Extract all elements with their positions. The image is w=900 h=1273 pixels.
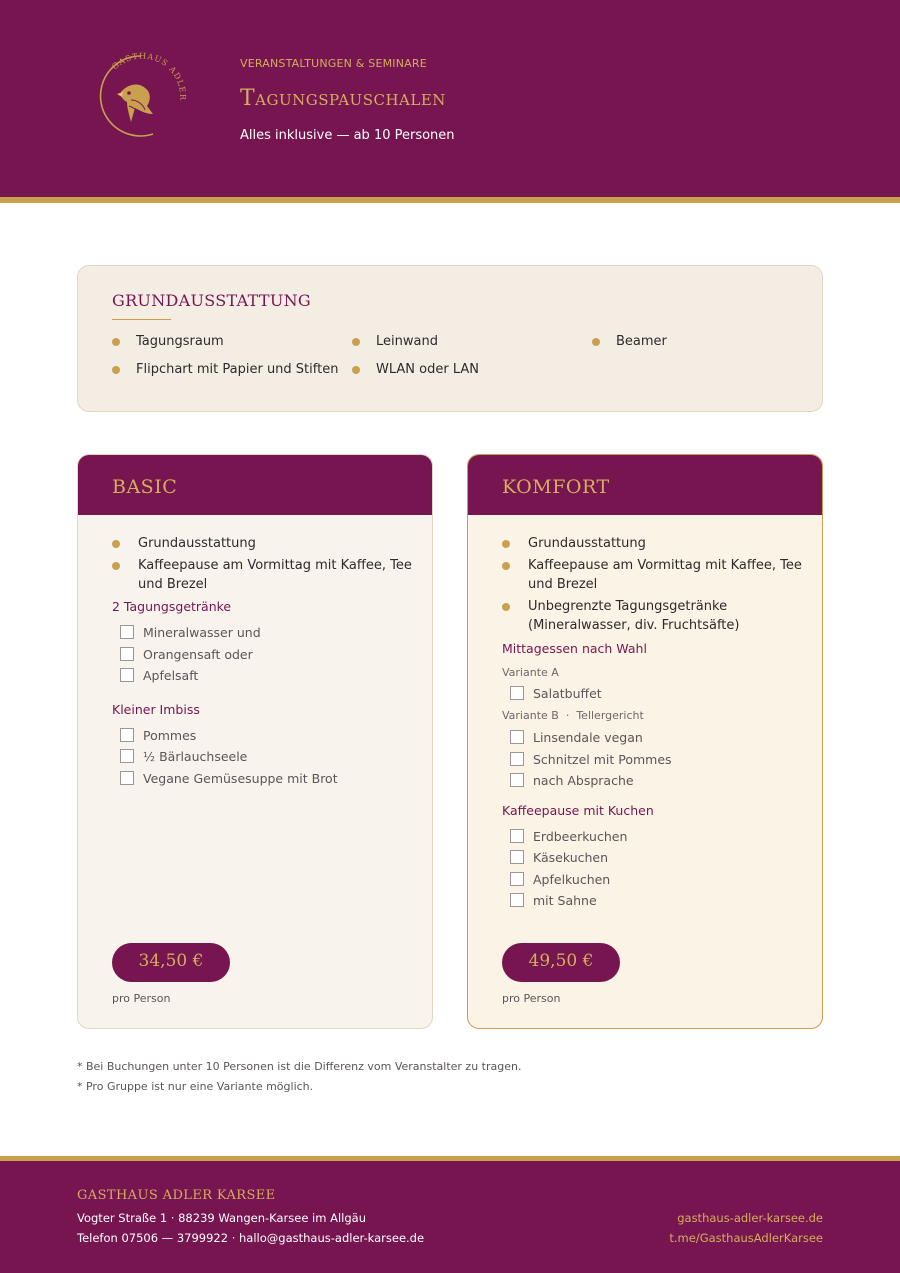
price-value: 49,50 €: [528, 951, 594, 971]
checkbox[interactable]: [510, 752, 524, 766]
card-header: [468, 455, 822, 515]
feature-item: Grundausstattung: [138, 536, 256, 551]
option-row[interactable]: [510, 773, 634, 789]
equipment-item: Beamer: [616, 334, 667, 349]
equipment-item: Flipchart mit Papier und Stiften: [136, 362, 339, 377]
page-title: Tagungspauschalen: [240, 86, 446, 111]
price-badge: [112, 943, 230, 982]
website-link[interactable]: gasthaus-adler-karsee.de: [677, 1211, 823, 1225]
option-label: Vegane Gemüsesuppe mit Brot: [143, 771, 338, 786]
section-heading: Kleiner Imbiss: [112, 702, 200, 717]
checkbox[interactable]: [120, 771, 134, 785]
variant-label: Variante A: [502, 666, 559, 679]
option-row[interactable]: [120, 771, 338, 787]
bullet-icon: [112, 366, 120, 374]
option-label: Mineralwasser und: [143, 625, 261, 640]
option-label: Apfelsaft: [143, 668, 199, 683]
price-unit: pro Person: [502, 992, 561, 1005]
option-row[interactable]: [120, 749, 247, 765]
option-row[interactable]: [510, 752, 672, 768]
checkbox[interactable]: [510, 686, 524, 700]
option-label: Salatbuffet: [533, 686, 602, 701]
price-value: 34,50 €: [138, 951, 204, 971]
basic-equipment-title: GRUNDAUSSTATTUNG: [112, 291, 312, 310]
option-label: Orangensaft oder: [143, 647, 253, 662]
equipment-item: Tagungsraum: [136, 334, 224, 349]
option-label: mit Sahne: [533, 893, 597, 908]
feature-item: Kaffeepause am Vormittag mit Kaffee, Tee und Brezel: [528, 558, 802, 592]
footer-contact[interactable]: Telefon 07506 — 3799922 · hallo@gasthaus-adler-karsee.de: [77, 1231, 425, 1245]
option-row[interactable]: [510, 730, 643, 746]
section-heading: Mittagessen nach Wahl: [502, 641, 647, 656]
option-row[interactable]: [510, 829, 627, 845]
feature-item: Grundausstattung: [528, 536, 646, 551]
basic-equipment-box: [77, 265, 823, 412]
option-row[interactable]: [510, 850, 608, 866]
header-gold-stripe: [0, 197, 900, 203]
option-label: Apfelkuchen: [533, 872, 611, 887]
checkbox[interactable]: [120, 728, 134, 742]
logo-text: GASTHAUS ADLER: [110, 51, 188, 102]
variant-label: Variante B · Tellergericht: [502, 709, 644, 722]
feature-item: Kaffeepause am Vormittag mit Kaffee, Tee und Brezel: [138, 558, 412, 592]
option-label: nach Absprache: [533, 773, 634, 788]
bullet-icon: [352, 366, 360, 374]
option-label: Käsekuchen: [533, 850, 609, 865]
option-label: ½ Bärlauchseele: [143, 749, 248, 764]
bullet-icon: [502, 603, 510, 611]
option-row[interactable]: [120, 647, 253, 663]
price-badge: [502, 943, 620, 982]
header-kicker: VERANSTALTUNGEN & SEMINARE: [240, 57, 427, 70]
bullet-icon: [112, 540, 120, 548]
section-heading: 2 Tagungsgetränke: [112, 599, 232, 614]
option-row[interactable]: [510, 893, 597, 909]
checkbox[interactable]: [120, 625, 134, 639]
bullet-icon: [112, 338, 120, 346]
eagle-logo: [93, 48, 189, 144]
bullet-icon: [592, 338, 600, 346]
footer-business-name: GASTHAUS ADLER KARSEE: [77, 1188, 276, 1203]
checkbox[interactable]: [510, 872, 524, 886]
checkbox[interactable]: [120, 668, 134, 682]
option-row[interactable]: [510, 872, 610, 888]
section-heading: Kaffeepause mit Kuchen: [502, 803, 654, 818]
checkbox[interactable]: [510, 893, 524, 907]
header-banner: [0, 0, 900, 197]
page-subtitle: Alles inklusive — ab 10 Personen: [240, 128, 455, 143]
price-unit: pro Person: [112, 992, 171, 1005]
option-row[interactable]: [120, 668, 198, 684]
option-row[interactable]: [120, 728, 196, 744]
bullet-icon: [112, 562, 120, 570]
checkbox[interactable]: [510, 850, 524, 864]
footer: [0, 1161, 900, 1273]
equipment-item: WLAN oder LAN: [376, 362, 479, 377]
equipment-item: Leinwand: [376, 334, 438, 349]
option-label: Linsendale vegan: [533, 730, 643, 745]
checkbox[interactable]: [510, 773, 524, 787]
card-header: [78, 455, 432, 515]
title-underline: [112, 319, 171, 320]
telegram-link[interactable]: t.me/GasthausAdlerKarsee: [669, 1231, 823, 1245]
feature-item: Unbegrenzte Tagungsgetränke (Mineralwasser, div. Fruchtsäfte): [528, 599, 740, 633]
bullet-icon: [502, 540, 510, 548]
option-row[interactable]: [120, 625, 261, 641]
checkbox[interactable]: [510, 730, 524, 744]
option-label: Schnitzel mit Pommes: [533, 752, 672, 767]
checkbox[interactable]: [510, 829, 524, 843]
option-label: Erdbeerkuchen: [533, 829, 628, 844]
footnote: * Bei Buchungen unter 10 Personen ist die Differenz vom Veranstalter zu tragen.: [77, 1060, 522, 1073]
option-row[interactable]: [510, 686, 602, 702]
checkbox[interactable]: [120, 647, 134, 661]
package-title: KOMFORT: [502, 476, 610, 498]
bullet-icon: [352, 338, 360, 346]
option-label: Pommes: [143, 728, 197, 743]
package-card-basic: [77, 454, 433, 1029]
bullet-icon: [502, 562, 510, 570]
package-title: BASIC: [112, 476, 178, 498]
package-card-komfort: [467, 454, 823, 1029]
footer-address: Vogter Straße 1 · 88239 Wangen-Karsee im Allgäu: [77, 1211, 366, 1225]
footnote: * Pro Gruppe ist nur eine Variante möglich.: [77, 1080, 314, 1093]
checkbox[interactable]: [120, 749, 134, 763]
